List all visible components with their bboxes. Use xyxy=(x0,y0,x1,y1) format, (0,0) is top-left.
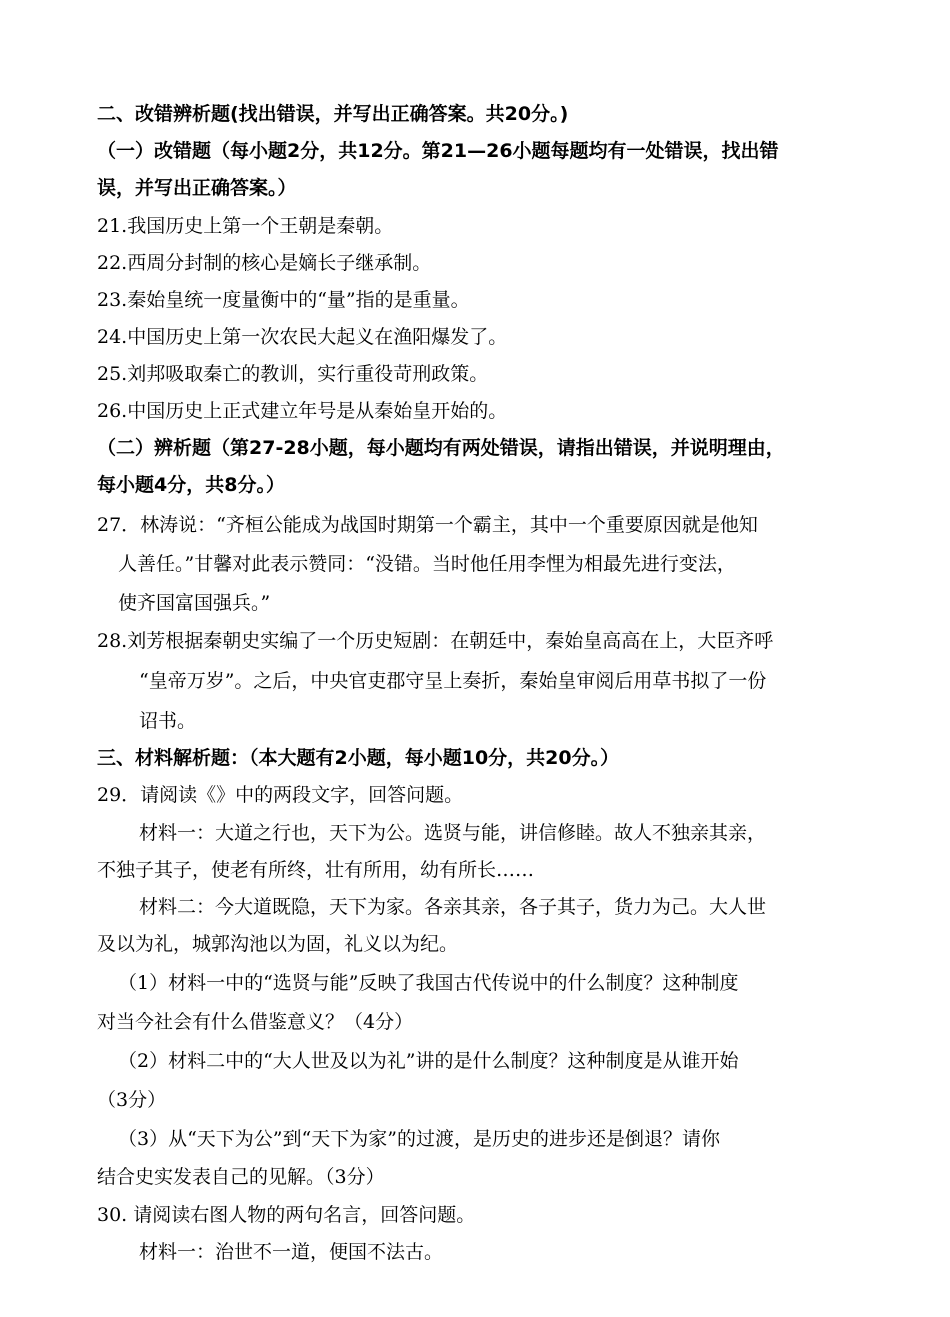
q29-sub2-line2: （3分） xyxy=(97,1089,167,1111)
q29-sub3-line1: （3）从“天下为公”到“天下为家”的过渡，是历史的进步还是倒退？请你 xyxy=(118,1128,720,1150)
q29-material1-line2: 不独子其子，使老有所终，壮有所用，幼有所长…… xyxy=(97,859,535,881)
q29-material1-line1: 材料一：大道之行也，天下为公。选贤与能，讲信修睦。故人不独亲其亲， xyxy=(139,822,767,844)
question-27-line1: 27．林涛说：“齐桓公能成为战国时期第一个霸主，其中一个重要原因就是他知 xyxy=(97,514,758,536)
part2-heading-line2: 每小题4分，共8分。） xyxy=(97,474,285,496)
question-29-stem: 29．请阅读《》中的两段文字，回答问题。 xyxy=(97,784,464,806)
question-22: 22.西周分封制的核心是嫡长子继承制。 xyxy=(97,252,432,274)
q29-sub1-line1: （1）材料一中的“选贤与能”反映了我国古代传说中的什么制度？这种制度 xyxy=(118,972,739,994)
question-23: 23.秦始皇统一度量衡中的“量”指的是重量。 xyxy=(97,289,470,311)
part2-heading-line1: （二）辨析题（第27-28小题，每小题均有两处错误，请指出错误，并说明理由， xyxy=(97,437,785,459)
section2-heading: 二、改错辨析题(找出错误，并写出正确答案。共20分。) xyxy=(97,103,569,125)
q29-sub1-line2: 对当今社会有什么借鉴意义？（4分） xyxy=(97,1011,414,1033)
question-27-line2: 人善任。”甘馨对此表示赞同：“没错。当时他任用李悝为相最先进行变法， xyxy=(118,553,736,575)
question-30-stem: 30. 请阅读右图人物的两句名言，回答问题。 xyxy=(97,1204,476,1226)
q29-material2-line1: 材料二：今大道既隐，天下为家。各亲其亲，各子其子，货力为己。大人世 xyxy=(139,896,767,918)
question-24: 24.中国历史上第一次农民大起义在渔阳爆发了。 xyxy=(97,326,508,348)
q29-material2-line2: 及以为礼，城郭沟池以为固，礼义以为纪。 xyxy=(97,933,459,955)
question-25: 25.刘邦吸取秦亡的教训，实行重役苛刑政策。 xyxy=(97,363,489,385)
q29-sub2-line1: （2）材料二中的“大人世及以为礼”讲的是什么制度？这种制度是从谁开始 xyxy=(118,1050,739,1072)
question-28-line2: “皇帝万岁”。之后，中央官吏郡守呈上奏折，秦始皇审阅后用草书拟了一份 xyxy=(139,670,767,692)
part1-heading-line1: （一）改错题（每小题2分，共12分。第21—26小题每题均有一处错误，找出错 xyxy=(97,140,779,162)
question-27-line3: 使齐国富国强兵。” xyxy=(118,592,271,614)
question-26: 26.中国历史上正式建立年号是从秦始皇开始的。 xyxy=(97,400,508,422)
question-21: 21.我国历史上第一个王朝是秦朝。 xyxy=(97,215,394,237)
section3-heading: 三、材料解析题：（本大题有2小题，每小题10分，共20分。） xyxy=(97,747,620,769)
question-28-line3: 诏书。 xyxy=(139,710,197,732)
q30-material1: 材料一：治世不一道，便国不法古。 xyxy=(139,1241,444,1263)
part1-heading-line2: 误，并写出正确答案。） xyxy=(97,177,297,199)
question-28-line1: 28.刘芳根据秦朝史实编了一个历史短剧：在朝廷中，秦始皇高高在上，大臣齐呼 xyxy=(97,630,774,652)
q29-sub3-line2: 结合史实发表自己的见解。（3分） xyxy=(97,1166,385,1188)
